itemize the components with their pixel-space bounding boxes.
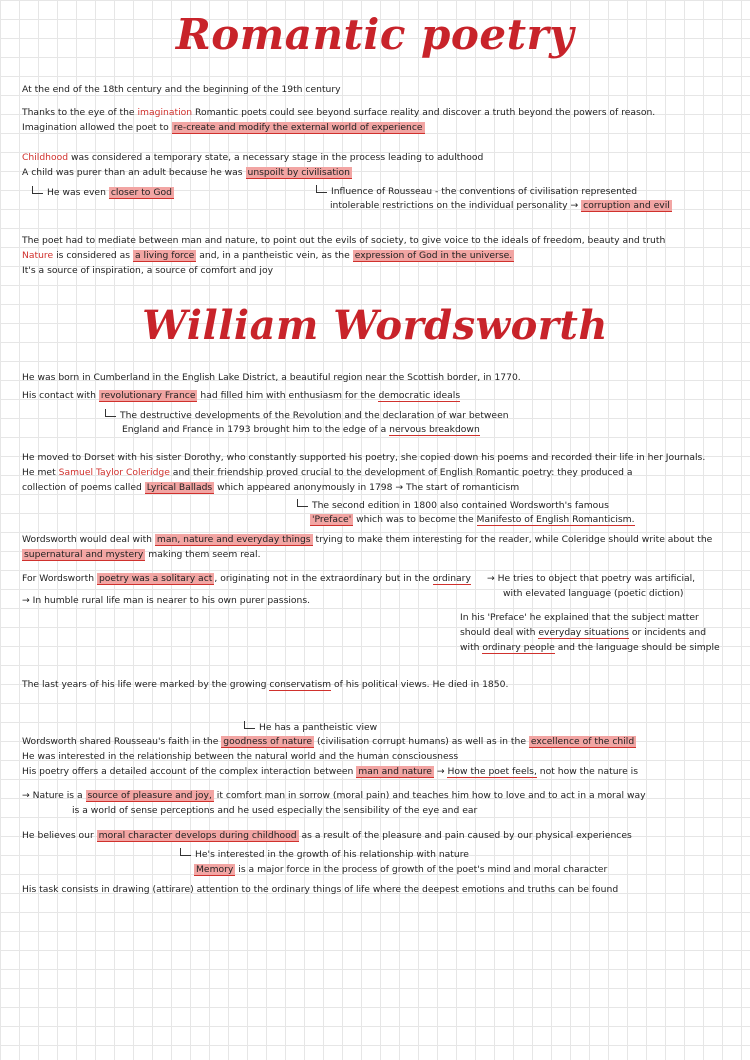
text-line	[22, 107, 655, 119]
text-line	[297, 499, 609, 512]
highlight: closer to God	[110, 187, 172, 198]
text-line	[22, 250, 514, 262]
text-line	[194, 864, 607, 876]
text: Romantic poets could see beyond surface reality and discover a truth beyond the powers of reason.	[192, 107, 656, 118]
text: He believes our	[22, 830, 97, 841]
text-line	[22, 152, 483, 164]
underline: everyday situations	[538, 627, 629, 638]
text: He's interested in the growth of his relationship with nature	[195, 849, 469, 860]
text-line	[22, 390, 460, 402]
text: should deal with	[460, 627, 539, 638]
text-line	[460, 642, 720, 654]
keyword: Samuel Taylor Coleridge	[58, 467, 170, 478]
text-line: He was interested in the relationship between the natural world and the human consciousness	[22, 751, 459, 762]
text: not how the nature is	[536, 766, 639, 777]
text: and the language should be simple	[554, 642, 720, 653]
text-line: with elevated language (poetic diction)	[503, 588, 684, 599]
arrow-icon	[316, 185, 327, 193]
text-line	[22, 467, 633, 479]
highlight: Lyrical Ballads	[146, 482, 213, 493]
text-line	[22, 679, 508, 691]
text-line: The poet had to mediate between man and nature, to point out the evils of society, to give voice to the ideals of freedom, beauty and truth	[22, 235, 666, 246]
arrow-icon	[244, 721, 255, 729]
text-line	[22, 549, 261, 561]
text: was considered a temporary state, a necessary stage in the process leading to adulthood	[68, 152, 484, 163]
arrow-icon	[297, 499, 308, 507]
text: Thanks to the eye of the	[22, 107, 138, 118]
text-line	[22, 830, 632, 842]
text: had filled him with enthusiasm for the	[197, 390, 379, 401]
text-line	[22, 736, 636, 748]
underline: ordinary people	[482, 642, 555, 653]
text-line: He moved to Dorset with his sister Dorothy, who constantly supported his poetry, she copied down his poems and recorded their life in her Journals.	[22, 452, 706, 463]
text: it comfort man in sorrow (moral pain) and teaches him how to love and to act in a moral way	[213, 790, 646, 801]
underline: Manifesto of English Romanticism.	[476, 514, 635, 525]
text: as a result of the pleasure and pain caused by our physical experiences	[298, 830, 632, 841]
text: The second edition in 1800 also contained Wordsworth's famous	[312, 500, 609, 511]
text: → Nature is a	[22, 790, 86, 801]
text-line	[22, 573, 471, 585]
text-line	[180, 848, 469, 861]
arrow-icon	[180, 848, 191, 856]
text-line	[22, 766, 638, 778]
text: For Wordsworth	[22, 573, 97, 584]
text: which appeared anonymously in 1798 → The start of romanticism	[214, 482, 520, 493]
text: The last years of his life were marked by the growing	[22, 679, 270, 690]
keyword: Nature	[22, 250, 54, 261]
highlight: poetry was a solitary act	[98, 573, 213, 584]
text-line	[22, 790, 646, 802]
highlight: excellence of the child	[530, 736, 635, 747]
text: (civilisation corrupt humans) as well as in the	[314, 736, 529, 747]
text: and their friendship proved crucial to the development of English Romantic poetry: they produced a	[169, 467, 633, 478]
text-line	[105, 409, 509, 422]
section-title: William Wordsworth	[142, 302, 608, 349]
text: Influence of Rousseau - the conventions of civilisation represented	[331, 186, 638, 197]
arrow-icon	[105, 409, 116, 417]
text-line	[310, 514, 635, 526]
text-line: → In humble rural life man is nearer to his own purer passions.	[22, 595, 311, 606]
text: with	[460, 642, 483, 653]
underline: democratic ideals	[378, 390, 461, 401]
text: or incidents and	[628, 627, 707, 638]
keyword: imagination	[137, 107, 193, 118]
highlight: goodness of nature	[223, 736, 313, 747]
highlight: revolutionary France	[100, 390, 196, 401]
text: England and France in 1793 brought him to the edge of a	[122, 424, 390, 435]
text: making them seem real.	[145, 549, 261, 560]
text: is considered as	[53, 250, 133, 261]
text-line	[32, 186, 174, 199]
text-line: It's a source of inspiration, a source of comfort and joy	[22, 265, 274, 276]
highlight: moral character develops during childhood	[98, 830, 297, 841]
text-line: is a world of sense perceptions and he used especially the sensibility of the eye and ear	[72, 805, 478, 816]
highlight: source of pleasure and joy,	[87, 790, 212, 801]
text: Wordsworth shared Rousseau's faith in the	[22, 736, 222, 747]
text: He has a pantheistic view	[259, 722, 378, 733]
text-line: → He tries to object that poetry was artificial,	[487, 573, 696, 584]
text: is a major force in the process of growth of the poet's mind and moral character	[235, 864, 608, 875]
text-line	[22, 167, 352, 179]
text-line	[22, 534, 712, 546]
text: He was even	[47, 187, 109, 198]
text-line: At the end of the 18th century and the beginning of the 19th century	[22, 84, 341, 95]
highlight: re-create and modify the external world of experience	[173, 122, 423, 133]
text-line	[460, 627, 706, 639]
text: Wordsworth would deal with	[22, 534, 155, 545]
keyword: Childhood	[22, 152, 69, 163]
text: He met	[22, 467, 59, 478]
highlight: man, nature and everyday things	[156, 534, 311, 545]
text-line: He was born in Cumberland in the English Lake District, a beautiful region near the Scottish border, in 1770.	[22, 372, 521, 383]
text: collection of poems called	[22, 482, 145, 493]
text: His contact with	[22, 390, 99, 401]
highlight: 'Preface'	[312, 514, 352, 525]
text-line: In his 'Preface' he explained that the subject matter	[460, 612, 699, 623]
text: His poetry offers a detailed account of the complex interaction between	[22, 766, 357, 777]
underline: nervous breakdown	[389, 424, 480, 435]
text-line: His task consists in drawing (attirare) attention to the ordinary things of life where the deepest emotions and truths can be found	[22, 884, 619, 895]
text-line	[330, 200, 672, 212]
text: of his political views. He died in 1850.	[331, 679, 509, 690]
text: intolerable restrictions on the individual personality →	[330, 200, 582, 211]
text-line	[316, 185, 637, 198]
text: and, in a pantheistic vein, as the	[196, 250, 353, 261]
highlight: a living force	[134, 250, 195, 261]
highlight: expression of God in the universe.	[354, 250, 513, 261]
highlight: Memory	[196, 864, 234, 875]
underline: ordinary	[432, 573, 471, 584]
page-title: Romantic poetry	[175, 10, 575, 59]
underline: How the poet feels,	[447, 766, 537, 777]
highlight: man and nature	[358, 766, 432, 777]
underline: conservatism	[269, 679, 332, 690]
text: which was to become the	[353, 514, 477, 525]
text: →	[433, 766, 448, 777]
text-line	[22, 482, 519, 494]
text-line	[244, 721, 377, 734]
text: The destructive developments of the Revolution and the declaration of war between	[120, 410, 509, 421]
text: trying to make them interesting for the reader, while Coleridge should write about the	[312, 534, 713, 545]
text: Imagination allowed the poet to	[22, 122, 172, 133]
text: A child was purer than an adult because he was	[22, 167, 246, 178]
text-line	[122, 424, 480, 436]
arrow-icon	[32, 186, 43, 194]
highlight: corruption and evil	[583, 200, 670, 211]
text: , originating not in the extraordinary but in the	[214, 573, 433, 584]
highlight: unspoilt by civilisation	[247, 167, 350, 178]
text-line	[22, 122, 425, 134]
highlight: supernatural and mystery	[24, 549, 144, 560]
